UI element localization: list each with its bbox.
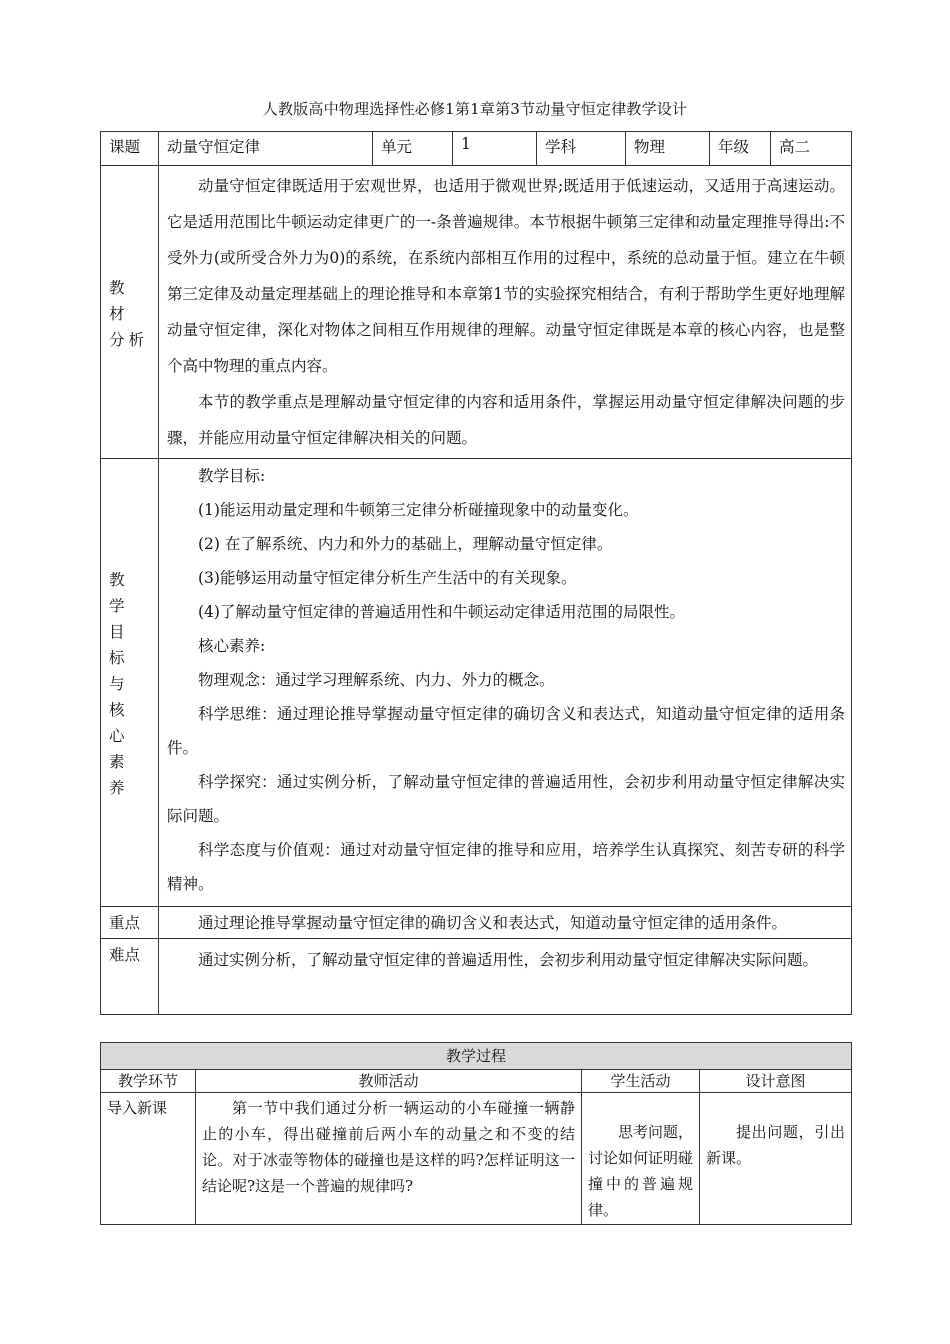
goal-line: (4)了解动量守恒定律的普遍适用性和牛顿运动定律适用范围的局限性。 [198,603,685,621]
lesson-info-table [100,131,852,1015]
key-point-text: 通过理论推导掌握动量守恒定律的确切含义和表达式，知道动量守恒定律的适用条件。 [198,914,788,932]
goal-line: 核心素养: [198,637,266,655]
goal-line: (3)能够运用动量守恒定律分析生产生活中的有关现象。 [198,569,577,587]
column-header: 教师活动 [196,1070,582,1093]
info-row [101,132,852,166]
topic-label: 课题 [101,132,159,166]
process-row [101,1093,852,1225]
goals-label-line: 目 标 [109,623,129,667]
student-activity-cell: 思考问题，讨论如何证明碰撞中的普遍规律。 [582,1093,700,1225]
difficulty-label: 难点 [101,939,159,1015]
teaching-process-table [100,1042,852,1225]
column-header: 设计意图 [700,1070,852,1093]
difficulty-row [101,939,852,1015]
goals-label [101,459,159,907]
column-header: 教学环节 [101,1070,196,1093]
teacher-activity-cell: 第一节中我们通过分析一辆运动的小车碰撞一辆静止的小车，得出碰撞前后两小车的动量之和不变的结论。对于冰壶等物体的碰撞也是这样的吗?怎样证明这一结论呢?这是一个普遍的规律吗? [196,1093,582,1225]
document-title: 人教版高中物理选择性必修1第1章第3节动量守恒定律教学设计 [262,100,688,118]
subject-value: 物理 [626,132,710,166]
grade-label: 年级 [710,132,771,166]
goal-line: (1)能运用动量定理和牛顿第三定律分析碰撞现象中的动量变化。 [198,501,639,519]
goals-label-line: 教 学 [109,571,129,615]
topic-value: 动量守恒定律 [159,132,373,166]
unit-value: 1 [453,132,537,166]
analysis-row [101,166,852,459]
key-point-row [101,907,852,939]
goal-line: (2) 在了解系统、内力和外力的基础上，理解动量守恒定律。 [198,535,613,553]
goal-line: 科学思维：通过理论推导掌握动量守恒定律的确切含义和表达式，知道动量守恒定律的适用条件。 [167,705,845,757]
analysis-label-line: 分析 [109,330,149,349]
goals-label-line: 与 核 [109,675,129,719]
analysis-label [101,166,159,459]
analysis-label-line: 教 材 [109,278,129,323]
goal-line: 科学态度与价值观：通过对动量守恒定律的推导和应用，培养学生认真探究、刻苦专研的科学精神。 [167,841,845,893]
unit-label: 单元 [373,132,453,166]
goals-label-line: 心 素 [109,727,129,771]
column-header: 学生活动 [582,1070,700,1093]
goal-line: 物理观念：通过学习理解系统、内力、外力的概念。 [198,671,555,689]
design-intent-cell: 提出问题，引出新课。 [700,1093,852,1225]
difficulty-text: 通过实例分析，了解动量守恒定律的普遍适用性，会初步利用动量守恒定律解决实际问题。 [198,951,819,969]
goals-label-line: 养 [109,779,129,797]
subject-label: 学科 [537,132,626,166]
analysis-paragraph: 动量守恒定律既适用于宏观世界，也适用于微观世界;既适用于低速运动，又适用于高速运动。它是适用范围比牛顿运动定律更广的一-条普遍规律。本节根据牛顿第三定律和动量定理推导得出:不受外力(或所受合外力为0)的系统，在系统内部相互作用的过程中，系统的总动量于恒。建立在牛顿第三定律及动量定理基础上的理论推导和本章第1节的实验探究相结合，有利于帮助学生更好地理解动量守恒定律，深化对物体之间相互作用规律的理解。动量守恒定律既是本章的核心内容，也是整个高中物理的重点内容。 [167,177,845,375]
goal-line: 科学探究：通过实例分析，了解动量守恒定律的普遍适用性，会初步利用动量守恒定律解决实际问题。 [167,773,845,825]
stage-cell: 导入新课 [101,1093,196,1225]
process-header-row [101,1070,852,1093]
key-point-label: 重点 [101,907,159,939]
goal-line: 教学目标: [198,467,266,485]
goals-row [101,459,852,907]
analysis-paragraph: 本节的教学重点是理解动量守恒定律的内容和适用条件，掌握运用动量守恒定律解决问题的步骤，并能应用动量守恒定律解决相关的问题。 [167,393,845,447]
grade-value: 高二 [771,132,852,166]
process-title: 教学过程 [101,1043,852,1070]
